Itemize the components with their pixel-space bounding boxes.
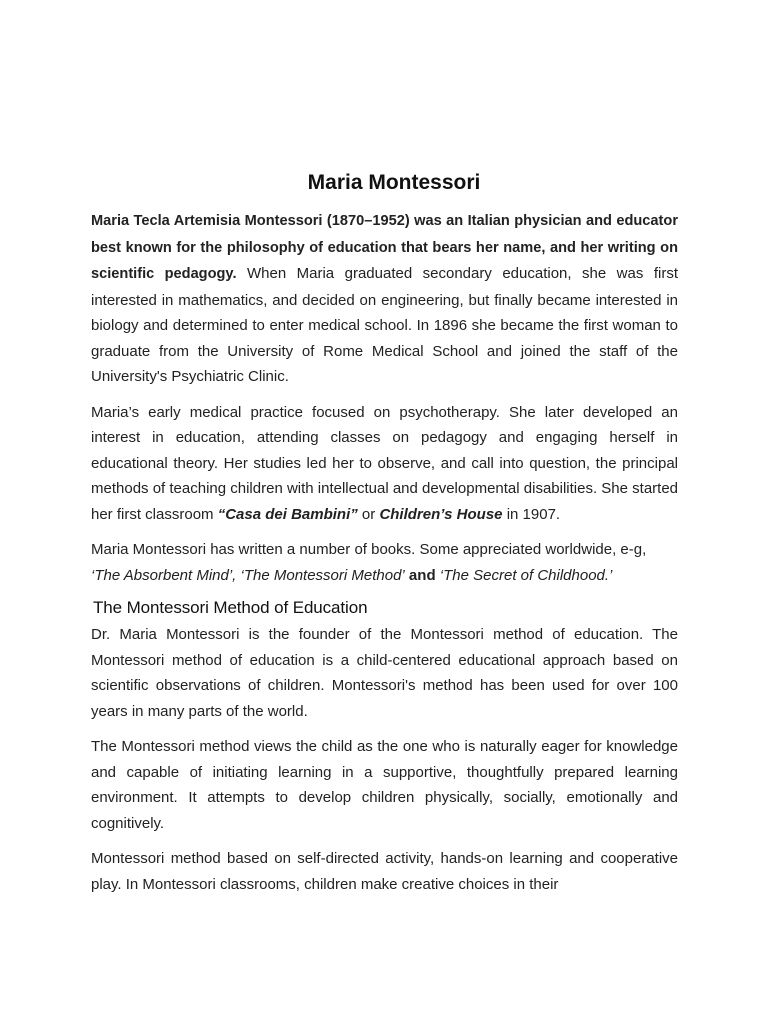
book-title-2: ‘The Secret of Childhood.’ [439,566,613,584]
books-and: and [404,566,440,584]
method-paragraph-2: The Montessori method views the child as the one who is naturally eager for knowledge and capable of initiating learning in a supportive, thoughtfully prepared learning environment. It attempts to develop children physically, socially, emotionally and cognitively. [91,738,678,832]
childrens-house: Children’s House [379,505,503,523]
intro-lead: Maria Tecla Artemisia Montessori (1870–1952) was an Italian physician and educator best known for the philosophy of education that bears her name, and her writing on scientific pedagogy. [91,213,678,282]
page-title: Maria Montessori [307,171,481,194]
book-titles-1: ‘The Absorbent Mind’, ‘The Montessori Method’ [91,566,405,584]
intro-rest: When Maria graduated secondary education, she was first interested in mathematics, and decided on engineering, but finally became interested in biology and determined to enter medical school. In 1896 she became the first woman to graduate from the University of Rome Medical School and joined the staff of the University's Psychiatric Clinic. [91,265,678,385]
method-paragraph-3: Montessori method based on self-directed activity, hands-on learning and cooperative play. In Montessori classrooms, children make creative choices in their [91,850,678,893]
books-text: Maria Montessori has written a number of books. Some appreciated worldwide, e-g, [91,541,647,558]
practice-tail: in 1907. [502,505,561,523]
casa-dei-bambini: “Casa dei Bambini” [217,505,358,523]
practice-or: or [357,505,380,523]
practice-paragraph [91,400,678,528]
document-body [91,208,678,907]
method-paragraph-1: Dr. Maria Montessori is the founder of the Montessori method of education. The Montessori method of education is a child-centered educational approach based on scientific observations of children. Montessori's method has been used for over 100 years in many parts of the world. [91,626,678,720]
intro-paragraph [91,208,678,390]
books-paragraph [91,537,678,588]
practice-text: Maria’s early medical practice focused on psychotherapy. She later developed an interest in education, attending classes on pedagogy and engaging herself in educational theory. Her studies led her to observe, and call into question, the principal methods of teaching children with intellectual and developmental disabilities. She started her first classroom [91,403,679,523]
section-heading: The Montessori Method of Education [93,598,368,617]
